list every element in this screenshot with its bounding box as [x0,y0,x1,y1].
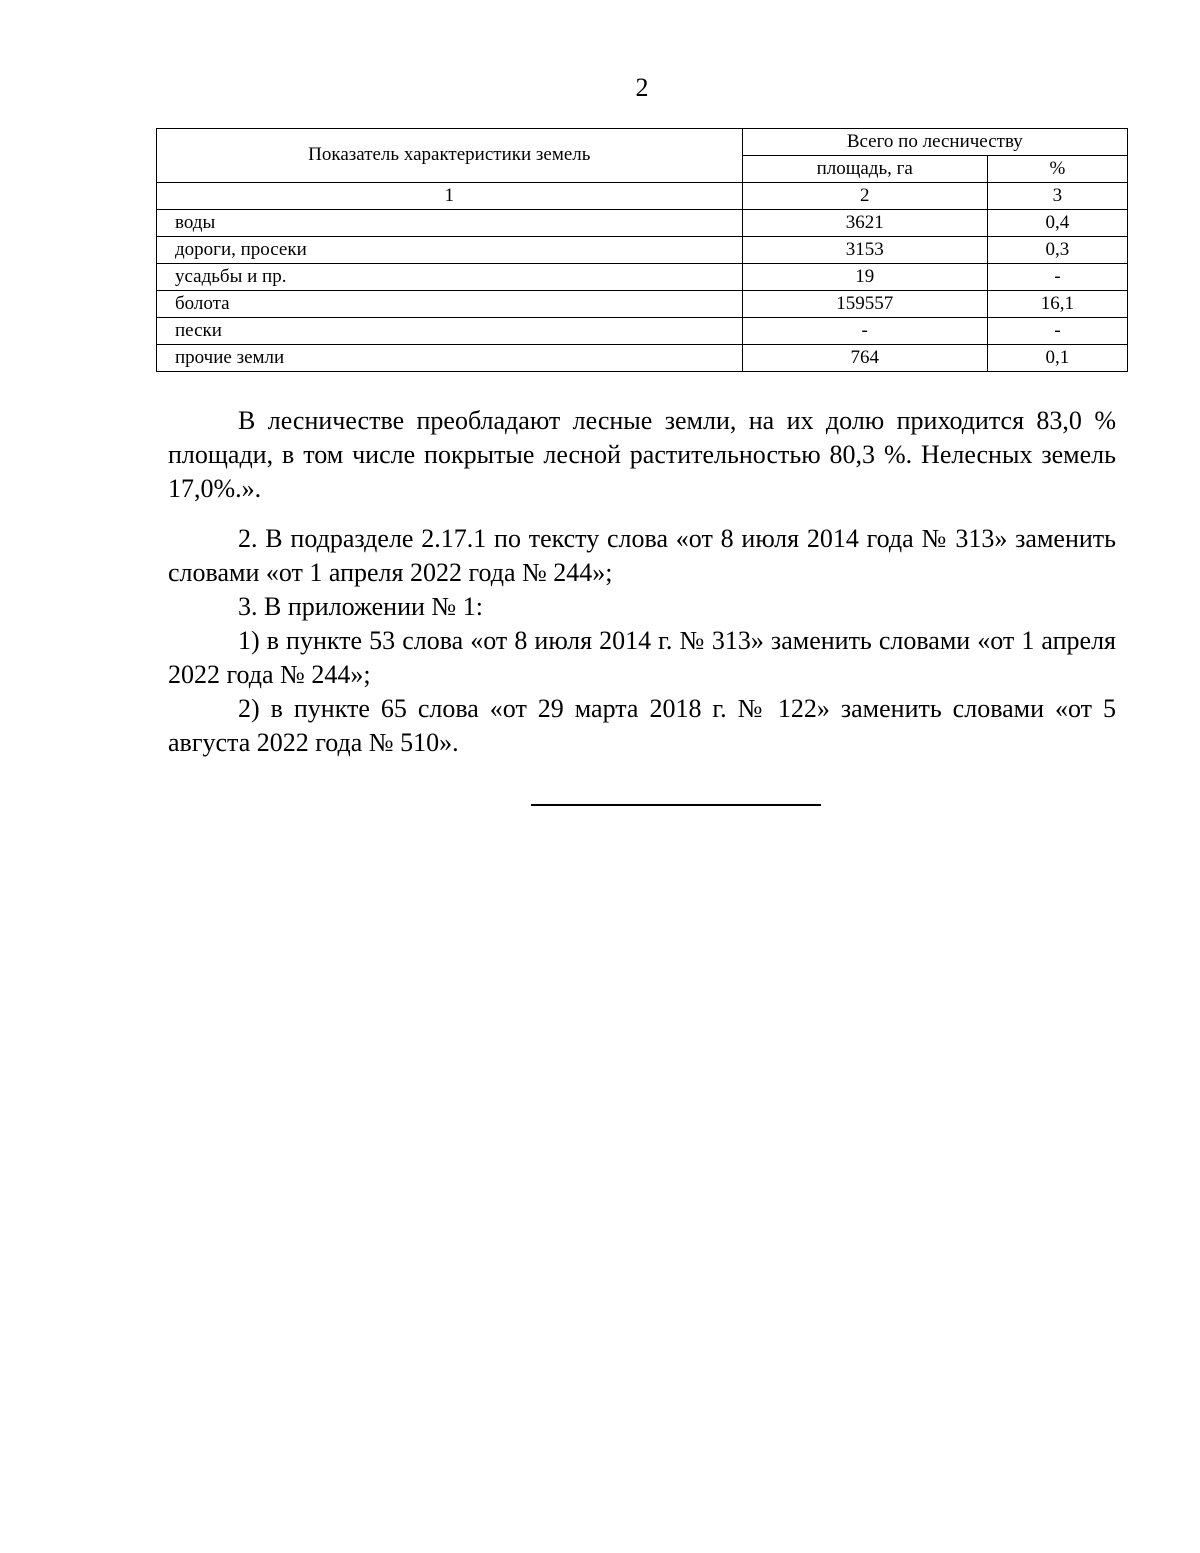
paragraph-subitem-2: 2) в пункте 65 слова «от 29 марта 2018 г. № 122» заменить словами «от 5 августа 2022 года № 510». [168,694,1116,757]
table-row [157,210,1128,237]
header-percent: % [987,156,1127,183]
row-area: 159557 [742,291,987,318]
row-percent: 0,1 [987,345,1127,372]
paragraph-subitem-1: 1) в пункте 53 слова «от 8 июля 2014 г. № 313» заменить словами «от 1 апреля 2022 года № 244»; [168,626,1116,689]
table-row [157,345,1128,372]
row-name: болота [157,291,743,318]
row-area: 3621 [742,210,987,237]
paragraph-item-2: 2. В подразделе 2.17.1 по тексту слова «от 8 июля 2014 года № 313» заменить словами «от 1 апреля 2022 года № 244»; [168,524,1116,587]
table-row [157,264,1128,291]
table-row [157,318,1128,345]
row-name: прочие земли [157,345,743,372]
column-numbers-row [157,183,1128,210]
page-number: 2 [635,73,649,102]
column-number-2: 2 [742,183,987,210]
row-percent: 16,1 [987,291,1127,318]
row-percent: - [987,264,1127,291]
row-area: - [742,318,987,345]
row-area: 19 [742,264,987,291]
row-percent: 0,3 [987,237,1127,264]
column-number-3: 3 [987,183,1127,210]
paragraph-forest-share: В лесничестве преобладают лесные земли, на их долю приходится 83,0 % площади, в том числе покрытые лесной растительностью 80,3 %. Нелесных земель 17,0%.». [168,406,1116,503]
row-percent: 0,4 [987,210,1127,237]
column-number-1: 1 [157,183,743,210]
header-group-total: Всего по лесничеству [742,129,1127,156]
row-name: дороги, просеки [157,237,743,264]
closing-rule [531,804,821,806]
document-body [168,404,1116,760]
row-area: 764 [742,345,987,372]
header-area: площадь, га [742,156,987,183]
row-percent: - [987,318,1127,345]
land-characteristics-table [156,128,1128,372]
row-name: воды [157,210,743,237]
row-name: усадьбы и пр. [157,264,743,291]
row-area: 3153 [742,237,987,264]
paragraph-item-3: 3. В приложении № 1: [238,592,483,621]
table-header-row [157,129,1128,156]
table-row [157,291,1128,318]
table-row [157,237,1128,264]
row-name: пески [157,318,743,345]
header-indicator: Показатель характеристики земель [157,129,743,183]
